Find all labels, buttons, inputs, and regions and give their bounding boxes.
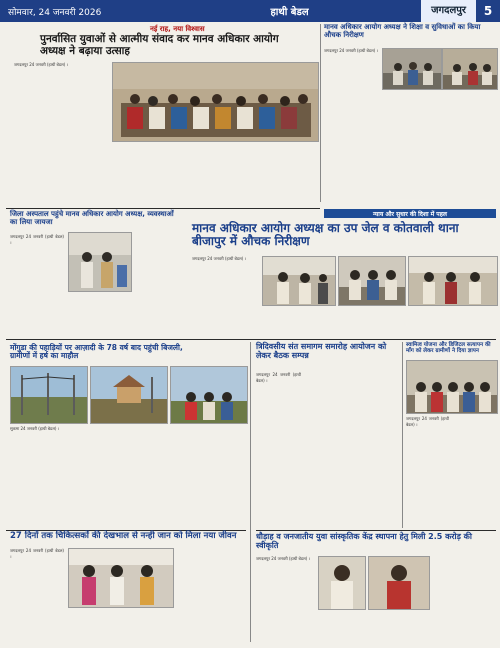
article6-body: जगदलपुर 24 जनवरी (हाथी बेडल) ।: [256, 372, 301, 383]
article2-body: जगदलपुर 24 जनवरी (हाथी बेडल) ।: [324, 48, 379, 53]
article6-headline: त्रिदिवसीय संत समागम समारोह आयोजन को लेकर बैठक सम्पन्न: [256, 342, 387, 360]
article9-body: जगदलपुर 24 जनवरी (हाथी बेडल) ।: [256, 556, 311, 561]
article1-body-col4: [250, 144, 317, 206]
article7-photo: [406, 360, 498, 414]
column-divider: [402, 342, 403, 528]
article9-body-col4: [432, 556, 496, 644]
article8-photo: [68, 548, 174, 608]
article3-body: जगदलपुर 24 जनवरी (हाथी बेडल) ।: [10, 234, 64, 245]
horizontal-rule: [256, 530, 496, 531]
column-divider: [320, 24, 321, 202]
section-strip: न्याय और सुधार की दिशा में पहल: [324, 209, 496, 218]
article4-photo-3: [408, 256, 498, 306]
article7-body: जगदलपुर 24 जनवरी (हाथी बेडल) ।: [406, 416, 449, 427]
article4-body-col2: [262, 308, 334, 336]
article3-body-col3: [134, 232, 186, 334]
article6-body-col3: [354, 372, 399, 532]
article2-headline: मानव अधिकार आयोग अध्यक्ष ने शिक्षा व सुविधाओं का किया औचक निरीक्षण: [324, 23, 481, 39]
article9-body-col2: [318, 612, 364, 644]
article8-headline: 27 दिनों तक चिकित्सकों की देखभाल से नन्ही जान को मिला नया जीवन: [10, 531, 237, 541]
article8-body-col2: [68, 610, 172, 644]
article2-photo-2: [442, 48, 498, 90]
article5-headline: मोंगुडा की पहाड़ियों पर आज़ादी के 78 वर्ष बाद पहुंची बिजली, ग्रामीणों में हर्ष का माहौल: [10, 343, 183, 361]
page-number: 5: [483, 4, 493, 18]
article5-body: सुकमा 24 जनवरी (हाथी बेडल) ।: [10, 426, 60, 431]
article9-headline: धौड़ाह व जनजातीय युवा सांस्कृतिक केंद्र स्थापना हेतु मिली 2.5 करोड़ की स्वीकृति: [256, 532, 472, 550]
article7-headline: स्वामित्व योजना और डिजिटल सत्यापन की माँग को लेकर ग्रामीणों ने दिया ज्ञापन: [406, 342, 491, 355]
article7-body-col2: [453, 416, 496, 526]
article4-photo-2: [338, 256, 406, 306]
article6-body-col2: [305, 372, 350, 532]
article4-body-col3: [338, 308, 404, 336]
article5-body-col2: [69, 426, 124, 526]
article5-photo-3: [170, 366, 248, 424]
paper-name: हाथी बेडल: [270, 7, 309, 18]
article4-body: जगदलपुर 24 जनवरी (हाथी बेडल) ।: [192, 256, 247, 261]
issue-date: सोमवार, 24 जनवरी 2026: [8, 7, 102, 18]
city-edition: जगदलपुर: [421, 0, 476, 22]
article2-body-col2: [382, 92, 437, 204]
article1-body-col2: [112, 144, 177, 206]
article8-body-col3: [176, 548, 246, 644]
article9-body-col3: [368, 612, 428, 644]
article5-photo-2: [90, 366, 168, 424]
article4-headline: मानव अधिकार आयोग अध्यक्ष का उप जेल व कोतवाली थाना बीजापुर में औचक निरीक्षण: [192, 221, 459, 249]
article3-photo: [68, 232, 132, 292]
article1-headline: पुनर्वासित युवाओं से आत्मीय संवाद कर मानव अधिकार आयोग अध्यक्ष ने बढ़ाया उत्साह: [40, 33, 279, 57]
masthead: [0, 0, 500, 22]
column-divider: [250, 342, 251, 642]
article2-photo-1: [382, 48, 442, 90]
horizontal-rule: [6, 339, 496, 340]
article5-photo-1: [10, 366, 88, 424]
article1-kicker: नई राह, नया विश्वास: [150, 25, 205, 33]
article1-photo: [112, 62, 319, 142]
article1-body-col3: [181, 144, 246, 206]
article1-body: जगदलपुर 24 जनवरी (हाथी बेडल) ।: [14, 62, 69, 67]
horizontal-rule: [6, 208, 320, 209]
article5-body-col3: [128, 426, 183, 526]
article4-photo-1: [262, 256, 336, 306]
article9-photo-1: [318, 556, 366, 610]
article9-photo-2: [368, 556, 430, 610]
article3-headline: जिला अस्पताल पहुंचे मानव अधिकार आयोग अध्यक्ष, व्यवस्थाओं का लिया जायजा: [10, 210, 174, 226]
article5-body-col4: [187, 426, 246, 526]
article3-body-col2: [68, 294, 130, 334]
article4-body-col4: [408, 308, 496, 336]
article2-body-col3: [441, 92, 496, 204]
article8-body: जगदलपुर 24 जनवरी (हाथी बेडल) ।: [10, 548, 64, 559]
